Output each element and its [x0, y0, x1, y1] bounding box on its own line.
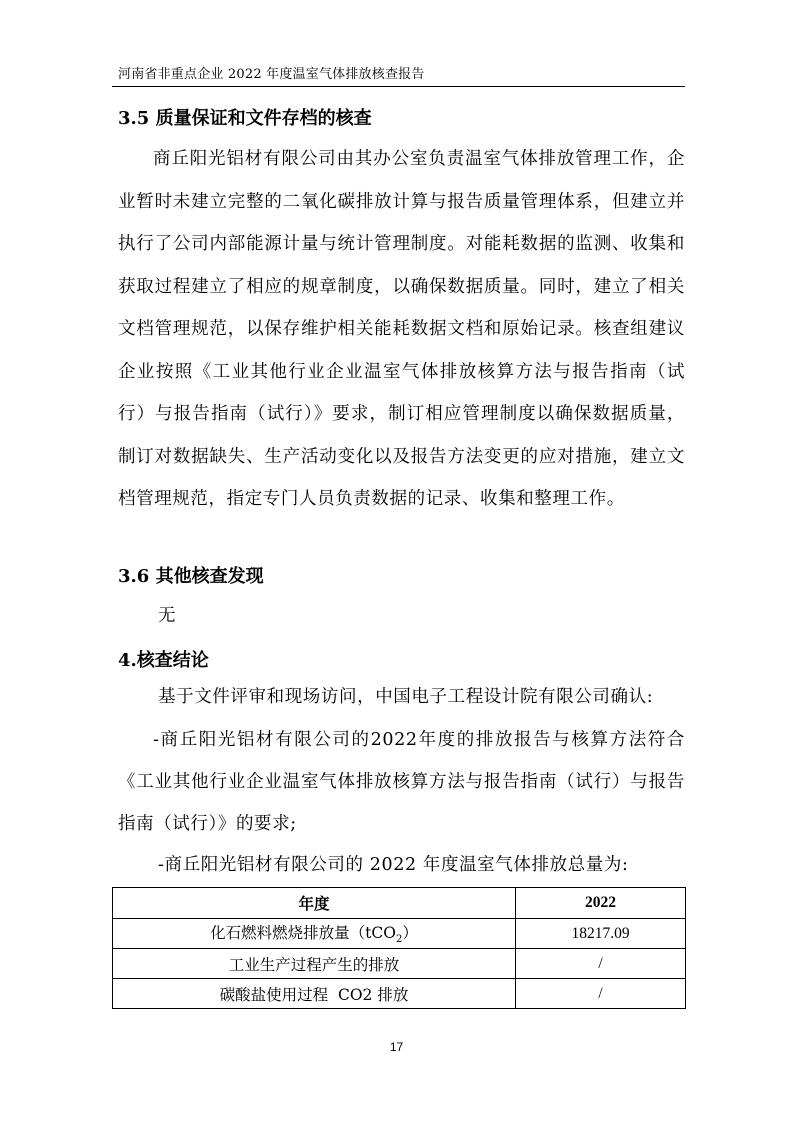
conclusion-bullet-1: -商丘阳光铝材有限公司的2022年度的排放报告与核算方法符合《工业其他行业企业温室气体排放核算方法与报告指南（试行）与报告指南（试行）》的要求; [118, 730, 685, 834]
section-3-5-heading: 3.5 质量保证和文件存档的核查 [118, 108, 372, 129]
row-value-carbonate: / [516, 979, 686, 1009]
row-value-fossil-fuel: 18217.09 [516, 919, 686, 949]
row-label-industrial-process: 工业生产过程产生的排放 [113, 949, 516, 979]
row-label-fossil-fuel: 化石燃料燃烧排放量（tCO$_2$） [113, 919, 516, 949]
conclusion-bullet-2: -商丘阳光铝材有限公司的 2022 年度温室气体排放总量为: [158, 855, 629, 875]
section-3-5-paragraph: 商丘阳光铝材有限公司由其办公室负责温室气体排放管理工作，企业暂时未建立完整的二氧化碳排放计算与报告质量管理体系，但建立并执行了公司内部能源计量与统计管理制度。对能耗数据的监测、收集和获取过程建立了相应的规章制度，以确保数据质量。同时，建立了相关文档管理规范，以保存维护相关能耗数据文档和原始记录。核查组建议企业按照《工业其他行业企业温室气体排放核算方法与报告指南（试行）与报告指南（试行）》要求，制订相应管理制度以确保数据质量，制订对数据缺失、生产活动变化以及报告方法变更的应对措施，建立文档管理规范，指定专门人员负责数据的记录、收集和整理工作。 [118, 149, 685, 509]
header-2022: 2022 [516, 888, 686, 919]
table-header-row [113, 888, 686, 919]
conclusion-intro: 基于文件评审和现场访问，中国电子工程设计院有限公司确认: [158, 687, 654, 707]
emissions-table [112, 887, 686, 1009]
header-rule [112, 86, 685, 87]
section-3-6-content: 无 [158, 606, 177, 626]
section-4-heading: 4.核查结论 [118, 650, 209, 671]
table-row [113, 919, 686, 949]
header-year: 年度 [113, 888, 516, 919]
section-3-6-heading: 3.6 其他核查发现 [118, 566, 264, 587]
row-label-carbonate: 碳酸盐使用过程 CO2 排放 [113, 979, 516, 1009]
table-row [113, 979, 686, 1009]
row-value-industrial-process: / [516, 949, 686, 979]
table-row [113, 949, 686, 979]
page-number: 17 [389, 1040, 404, 1054]
running-header: 河南省非重点企业 2022 年度温室气体排放核查报告 [118, 67, 425, 82]
